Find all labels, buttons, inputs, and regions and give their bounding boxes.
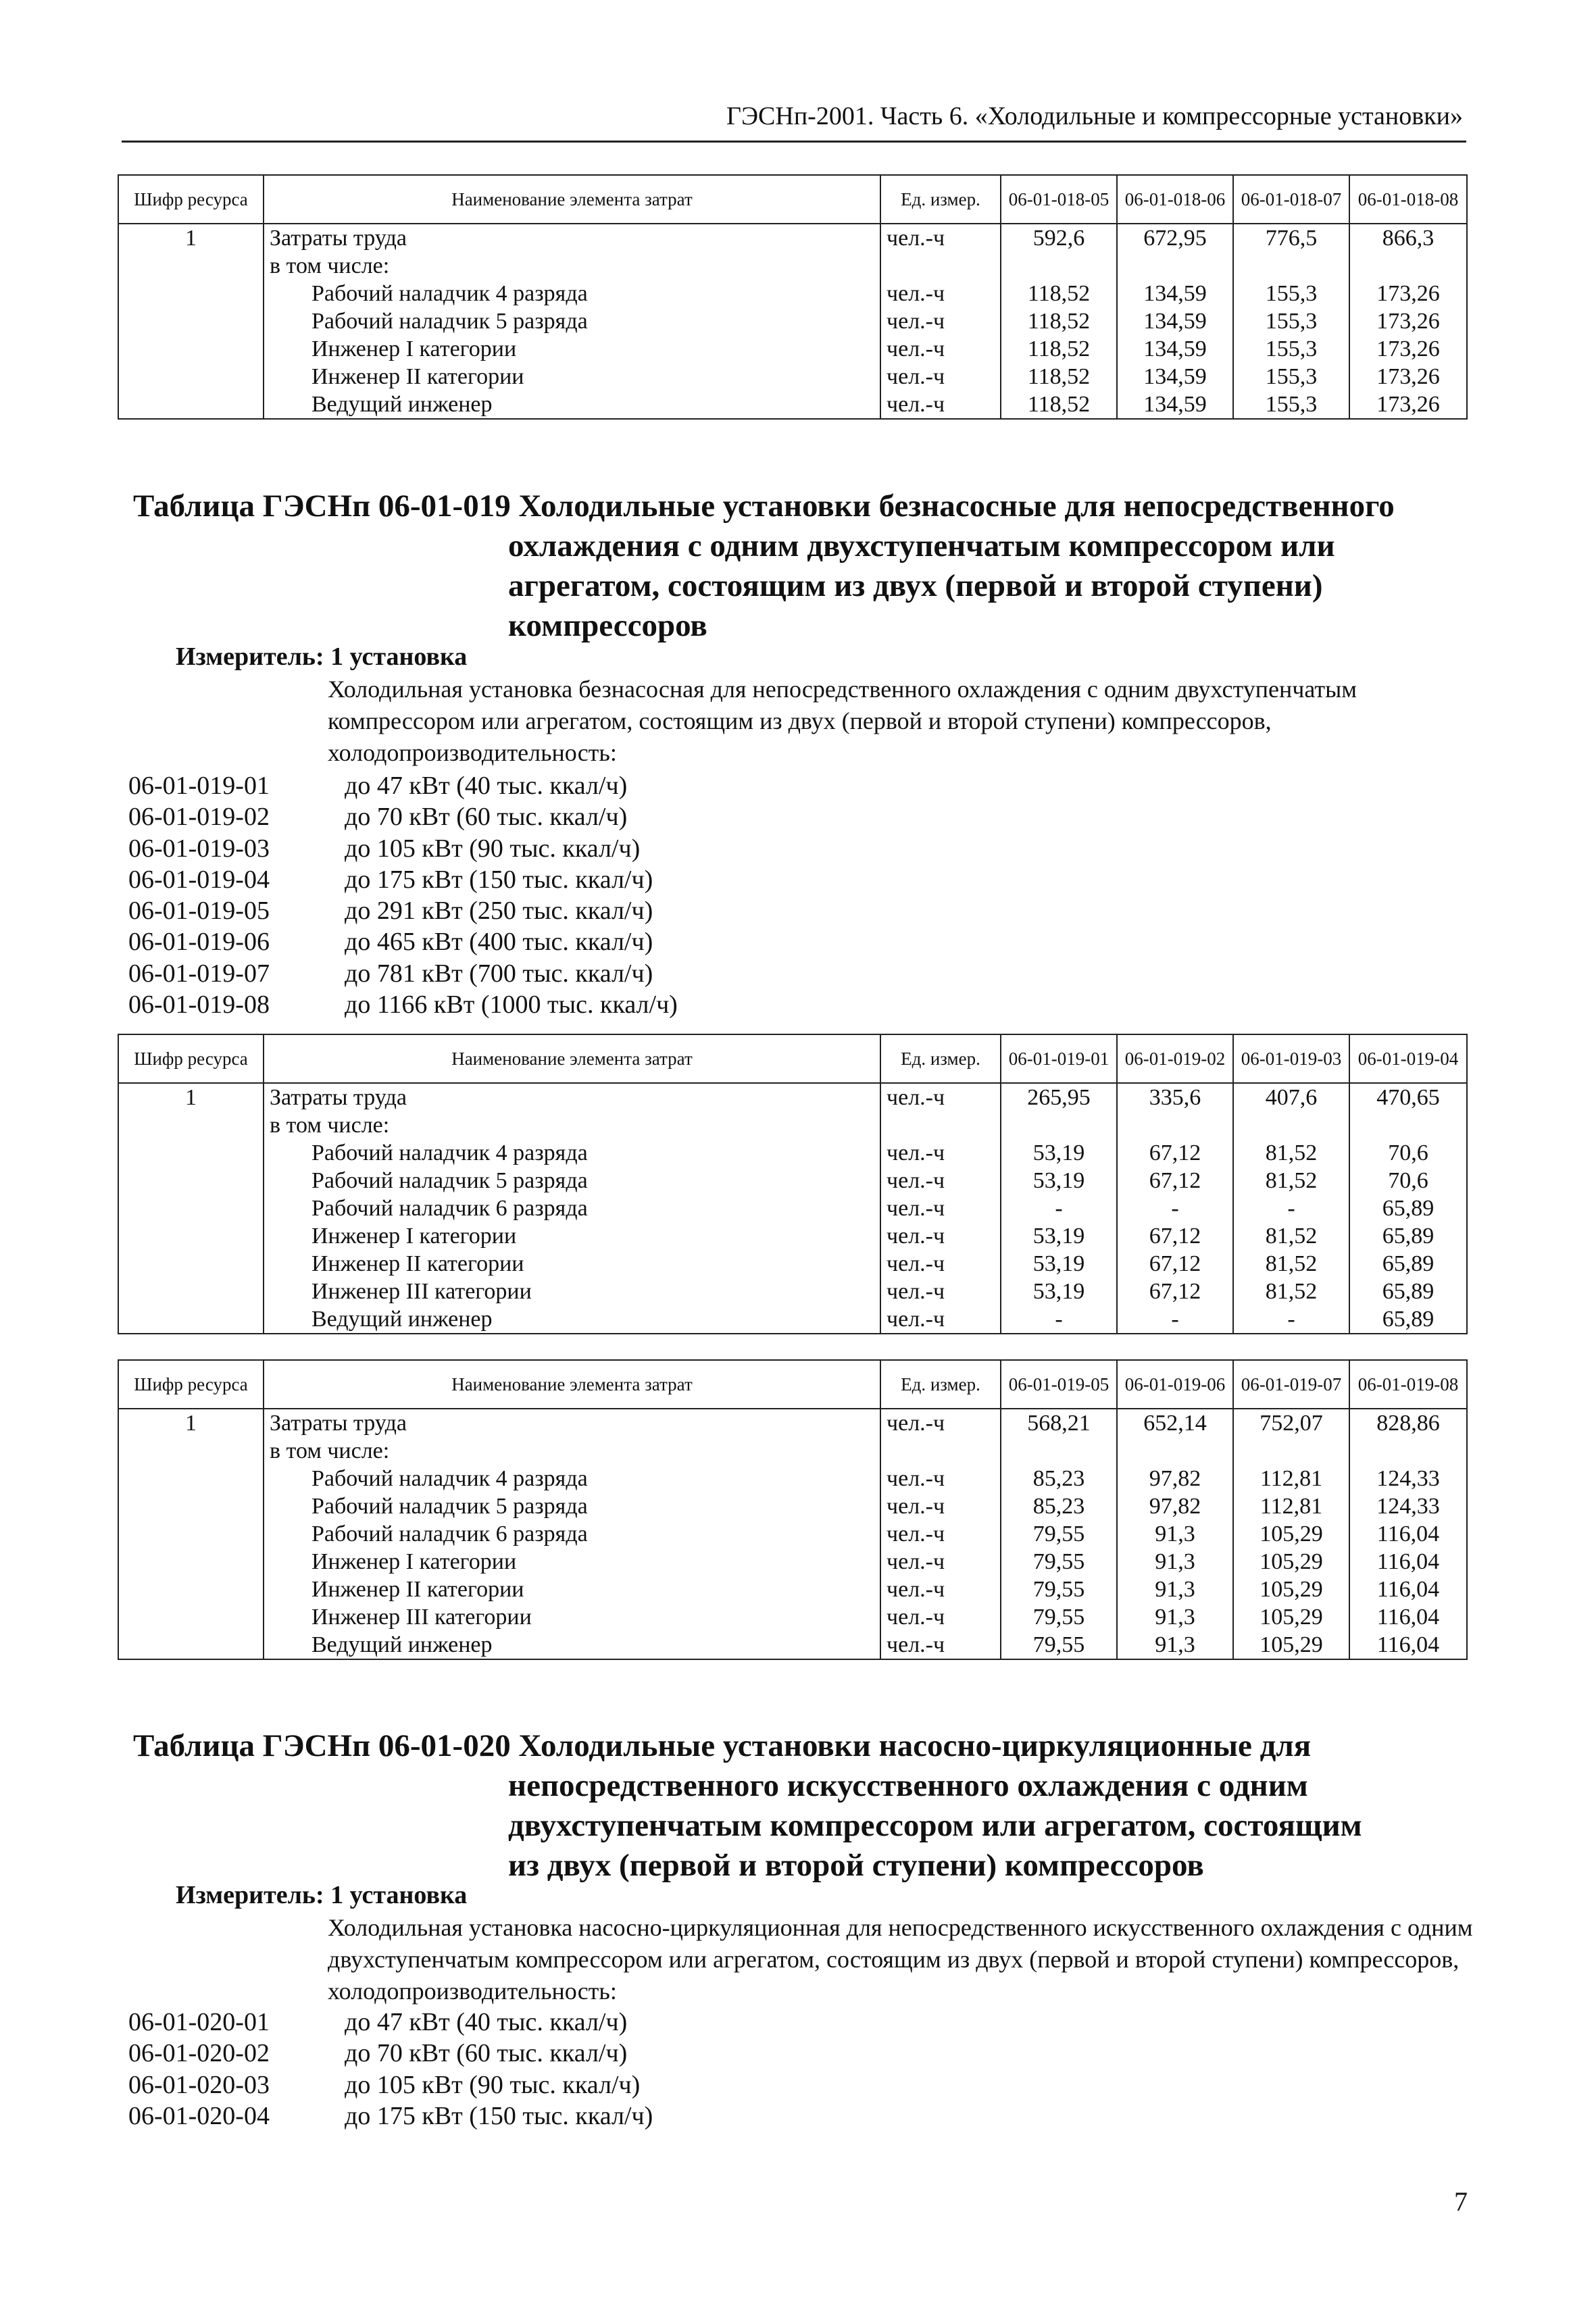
cell-value: 124,33 [1349, 1465, 1467, 1492]
running-header [122, 101, 1466, 143]
cell-name: Рабочий наладчик 4 разряда [264, 280, 880, 307]
cell-value: 112,81 [1233, 1492, 1349, 1520]
column-header-code: Шифр ресурса [118, 1360, 264, 1409]
section-title-line: из двух (первой и второй ступени) компрессоров [508, 1848, 1204, 1883]
cell-value: 118,52 [1001, 280, 1117, 307]
cell-code [118, 1492, 264, 1520]
cell-code [118, 1603, 264, 1631]
norm-code-row [128, 958, 678, 989]
cell-name: Рабочий наладчик 4 разряда [264, 1465, 880, 1492]
cell-name: в том числе: [264, 1111, 880, 1139]
cell-value: 81,52 [1233, 1167, 1349, 1194]
table-row [118, 1576, 1467, 1603]
norm-code-row [128, 2101, 653, 2132]
table-row [118, 1631, 1467, 1659]
table-row [118, 280, 1467, 307]
cell-value: 134,59 [1117, 280, 1233, 307]
cell-code [118, 1194, 264, 1222]
cell-value [1001, 1437, 1117, 1465]
column-header-name: Наименование элемента затрат [264, 1034, 880, 1083]
cell-value: 173,26 [1349, 391, 1467, 419]
cell-value: 81,52 [1233, 1278, 1349, 1305]
cell-unit: чел.-ч [880, 1305, 1001, 1334]
cell-value: 105,29 [1233, 1548, 1349, 1576]
cell-unit [880, 252, 1001, 280]
cell-value: 85,23 [1001, 1492, 1117, 1520]
cell-value [1349, 1111, 1467, 1139]
cell-value [1117, 1111, 1233, 1139]
cell-name: Затраты труда [264, 1083, 880, 1111]
norm-capacity: до 175 кВт (150 тыс. ккал/ч) [345, 865, 653, 894]
cell-code [118, 252, 264, 280]
cell-unit: чел.-ч [880, 1465, 1001, 1492]
cell-value: 91,3 [1117, 1603, 1233, 1631]
resource-table-019-01-04 [118, 1034, 1468, 1334]
cell-code [118, 1465, 264, 1492]
section-title-06-01-019 [133, 486, 1395, 646]
norm-capacity: до 105 кВт (90 тыс. ккал/ч) [345, 834, 641, 863]
norm-code: 06-01-020-02 [128, 2039, 270, 2068]
norm-code-row [128, 2069, 653, 2101]
cell-value: 155,3 [1233, 335, 1349, 363]
cell-value: 67,12 [1117, 1139, 1233, 1167]
table-row [118, 1305, 1467, 1334]
resource-table-018-05-08 [118, 174, 1468, 420]
cell-value: 79,55 [1001, 1576, 1117, 1603]
cell-name: Инженер II категории [264, 363, 880, 391]
cell-name: Инженер III категории [264, 1603, 880, 1631]
cell-name: Ведущий инженер [264, 1305, 880, 1334]
table-row [118, 1222, 1467, 1250]
column-header-norm: 06-01-018-07 [1233, 175, 1349, 224]
norm-code: 06-01-019-04 [128, 865, 270, 894]
table-header-row [118, 1034, 1467, 1083]
table-row [118, 1437, 1467, 1465]
table-header-row [118, 175, 1467, 224]
norm-code: 06-01-019-08 [128, 990, 270, 1020]
norm-capacity: до 291 кВт (250 тыс. ккал/ч) [345, 897, 653, 926]
cell-code: 1 [118, 224, 264, 252]
table-row [118, 335, 1467, 363]
cell-value [1233, 1111, 1349, 1139]
table-row [118, 391, 1467, 419]
cell-name: в том числе: [264, 1437, 880, 1465]
cell-value: 118,52 [1001, 307, 1117, 335]
cell-value: 70,6 [1349, 1167, 1467, 1194]
column-header-norm: 06-01-018-05 [1001, 175, 1117, 224]
cell-unit: чел.-ч [880, 1250, 1001, 1278]
norm-code: 06-01-020-03 [128, 2070, 270, 2099]
column-header-unit: Ед. измер. [880, 1034, 1001, 1083]
norm-code: 06-01-019-02 [128, 803, 270, 832]
cell-code [118, 1278, 264, 1305]
cell-value: 97,82 [1117, 1492, 1233, 1520]
norm-code-row [128, 895, 678, 926]
table-row [118, 224, 1467, 252]
cell-value: 91,3 [1117, 1548, 1233, 1576]
cell-unit: чел.-ч [880, 391, 1001, 419]
cell-code [118, 1111, 264, 1139]
table-row [118, 252, 1467, 280]
cell-unit [880, 1111, 1001, 1139]
cell-value: 65,89 [1349, 1194, 1467, 1222]
cell-value: 67,12 [1117, 1222, 1233, 1250]
cell-value: 134,59 [1117, 391, 1233, 419]
norm-capacity: до 105 кВт (90 тыс. ккал/ч) [345, 2070, 641, 2099]
norm-code: 06-01-020-01 [128, 2008, 270, 2036]
cell-code [118, 1548, 264, 1576]
cell-value: 265,95 [1001, 1083, 1117, 1111]
cell-value [1349, 1437, 1467, 1465]
cell-code [118, 1576, 264, 1603]
section-title-06-01-020 [133, 1726, 1362, 1886]
cell-value: 53,19 [1001, 1139, 1117, 1167]
norm-code: 06-01-019-06 [128, 928, 270, 957]
table-row [118, 1250, 1467, 1278]
cell-value: 65,89 [1349, 1278, 1467, 1305]
cell-value: 672,95 [1117, 224, 1233, 252]
cell-unit: чел.-ч [880, 1083, 1001, 1111]
cell-value: 124,33 [1349, 1492, 1467, 1520]
cell-unit: чел.-ч [880, 1492, 1001, 1520]
cell-value: 155,3 [1233, 280, 1349, 307]
cell-value: 407,6 [1233, 1083, 1349, 1111]
cell-code [118, 1250, 264, 1278]
cell-code: 1 [118, 1409, 264, 1437]
cell-value: 173,26 [1349, 363, 1467, 391]
cell-code [118, 1437, 264, 1465]
table-row [118, 1167, 1467, 1194]
cell-name: Ведущий инженер [264, 391, 880, 419]
cell-code [118, 363, 264, 391]
column-header-norm: 06-01-019-03 [1233, 1034, 1349, 1083]
table-row [118, 1409, 1467, 1437]
norm-code-row [128, 801, 678, 832]
norm-capacity: до 175 кВт (150 тыс. ккал/ч) [345, 2101, 653, 2130]
cell-value [1233, 252, 1349, 280]
cell-value: 53,19 [1001, 1167, 1117, 1194]
cell-unit: чел.-ч [880, 1222, 1001, 1250]
column-header-norm: 06-01-019-05 [1001, 1360, 1117, 1409]
cell-value: 155,3 [1233, 307, 1349, 335]
cell-value: 828,86 [1349, 1409, 1467, 1437]
cell-code: 1 [118, 1083, 264, 1111]
cell-name: Рабочий наладчик 5 разряда [264, 1492, 880, 1520]
section-description: Холодильная установка безнасосная для непосредственного охлаждения с одним двухступенчатым компрессором или агрегатом, состоящим из двух (первой и второй ступени) компрессоров, холодопроизводительность: [328, 676, 1357, 766]
cell-name: Инженер I категории [264, 335, 880, 363]
cell-value: 116,04 [1349, 1631, 1467, 1659]
cell-value: 866,3 [1349, 224, 1467, 252]
cell-value: - [1001, 1194, 1117, 1222]
cell-value: - [1001, 1305, 1117, 1334]
table-row [118, 1083, 1467, 1111]
resource-table-019-05-08 [118, 1359, 1468, 1660]
norm-code-row [128, 926, 678, 957]
cell-unit [880, 1437, 1001, 1465]
page-number: 7 [1454, 2186, 1468, 2217]
table-header-row [118, 1360, 1467, 1409]
section-title-line: Таблица ГЭСНп 06-01-019 Холодильные установки безнасосные для непосредственного [133, 488, 1395, 524]
column-header-code: Шифр ресурса [118, 175, 264, 224]
cell-value: 53,19 [1001, 1250, 1117, 1278]
cell-unit: чел.-ч [880, 1520, 1001, 1548]
cell-unit: чел.-ч [880, 224, 1001, 252]
cell-unit: чел.-ч [880, 335, 1001, 363]
cell-value: 470,65 [1349, 1083, 1467, 1111]
cell-value [1117, 252, 1233, 280]
cell-unit: чел.-ч [880, 1576, 1001, 1603]
norm-code-row [128, 2007, 653, 2038]
cell-code [118, 307, 264, 335]
cell-value: 67,12 [1117, 1250, 1233, 1278]
table-row [118, 1465, 1467, 1492]
cell-name: Инженер III категории [264, 1278, 880, 1305]
cell-name: Инженер I категории [264, 1222, 880, 1250]
cell-code [118, 335, 264, 363]
table-row [118, 307, 1467, 335]
cell-value: 118,52 [1001, 335, 1117, 363]
cell-unit: чел.-ч [880, 307, 1001, 335]
column-header-unit: Ед. измер. [880, 175, 1001, 224]
norm-code-row [128, 864, 678, 895]
cell-value: - [1117, 1194, 1233, 1222]
cell-code [118, 280, 264, 307]
cell-code [118, 1305, 264, 1334]
cell-value: 85,23 [1001, 1465, 1117, 1492]
table-row [118, 1194, 1467, 1222]
cell-name: Рабочий наладчик 6 разряда [264, 1194, 880, 1222]
cell-value: 173,26 [1349, 335, 1467, 363]
cell-value: - [1233, 1305, 1349, 1334]
column-header-norm: 06-01-018-08 [1349, 175, 1467, 224]
cell-value: 81,52 [1233, 1222, 1349, 1250]
running-header-title: ГЭСНп-2001. Часть 6. «Холодильные и компрессорные установки» [726, 102, 1463, 130]
cell-value: 70,6 [1349, 1139, 1467, 1167]
cell-value: 173,26 [1349, 280, 1467, 307]
cell-unit: чел.-ч [880, 1167, 1001, 1194]
cell-name: Инженер II категории [264, 1250, 880, 1278]
norm-capacity: до 781 кВт (700 тыс. ккал/ч) [345, 959, 653, 988]
cell-unit: чел.-ч [880, 363, 1001, 391]
cell-value: 116,04 [1349, 1603, 1467, 1631]
column-header-unit: Ед. измер. [880, 1360, 1001, 1409]
cell-value: 105,29 [1233, 1603, 1349, 1631]
cell-value: - [1117, 1305, 1233, 1334]
cell-value: 105,29 [1233, 1631, 1349, 1659]
cell-value [1001, 252, 1117, 280]
cell-name: Затраты труда [264, 224, 880, 252]
cell-code [118, 1139, 264, 1167]
column-header-norm: 06-01-019-04 [1349, 1034, 1467, 1083]
cell-value: 81,52 [1233, 1139, 1349, 1167]
cell-value: 112,81 [1233, 1465, 1349, 1492]
cell-value [1117, 1437, 1233, 1465]
table-row [118, 1492, 1467, 1520]
cell-value: 105,29 [1233, 1576, 1349, 1603]
table-row [118, 1520, 1467, 1548]
cell-name: Рабочий наладчик 6 разряда [264, 1520, 880, 1548]
cell-value: 134,59 [1117, 335, 1233, 363]
norm-code-row [128, 989, 678, 1020]
norm-capacity: до 1166 кВт (1000 тыс. ккал/ч) [345, 990, 678, 1020]
norm-capacity: до 465 кВт (400 тыс. ккал/ч) [345, 928, 653, 957]
cell-code [118, 1167, 264, 1194]
cell-value: 155,3 [1233, 391, 1349, 419]
norm-capacity: до 70 кВт (60 тыс. ккал/ч) [345, 2039, 628, 2068]
section-title-line: агрегатом, состоящим из двух (первой и второй ступени) [508, 568, 1323, 603]
cell-value: 568,21 [1001, 1409, 1117, 1437]
table-row [118, 1548, 1467, 1576]
table-row [118, 1278, 1467, 1305]
cell-unit: чел.-ч [880, 1603, 1001, 1631]
norm-codes-list [128, 2007, 653, 2132]
cell-value: 79,55 [1001, 1520, 1117, 1548]
cell-value: 97,82 [1117, 1465, 1233, 1492]
cell-value: 134,59 [1117, 307, 1233, 335]
cell-value: 79,55 [1001, 1603, 1117, 1631]
cell-unit: чел.-ч [880, 280, 1001, 307]
cell-unit: чел.-ч [880, 1194, 1001, 1222]
cell-value: 65,89 [1349, 1305, 1467, 1334]
cell-value: 105,29 [1233, 1520, 1349, 1548]
cell-name: Инженер I категории [264, 1548, 880, 1576]
cell-value: 335,6 [1117, 1083, 1233, 1111]
cell-value: 116,04 [1349, 1520, 1467, 1548]
norm-code: 06-01-019-03 [128, 834, 270, 863]
cell-value: 81,52 [1233, 1250, 1349, 1278]
section-description: Холодильная установка насосно-циркуляционная для непосредственного искусственного охлаждения с одним двухступенчатым компрессором или агрегатом, состоящим из двух (первой и второй ступени) компрессоров, холодопроизводительность: [328, 1914, 1473, 2005]
cell-code [118, 1631, 264, 1659]
cell-value: 752,07 [1233, 1409, 1349, 1437]
column-header-name: Наименование элемента затрат [264, 1360, 880, 1409]
cell-value: 652,14 [1117, 1409, 1233, 1437]
cell-value: 67,12 [1117, 1278, 1233, 1305]
cell-value: 53,19 [1001, 1278, 1117, 1305]
cell-value [1349, 252, 1467, 280]
table-row [118, 1111, 1467, 1139]
table-row [118, 363, 1467, 391]
cell-unit: чел.-ч [880, 1409, 1001, 1437]
cell-value: 118,52 [1001, 363, 1117, 391]
norm-capacity: до 70 кВт (60 тыс. ккал/ч) [345, 803, 628, 832]
section-title-line: двухступенчатым компрессором или агрегатом, состоящим [508, 1808, 1362, 1843]
column-header-code: Шифр ресурса [118, 1034, 264, 1083]
cell-name: Ведущий инженер [264, 1631, 880, 1659]
cell-value: 91,3 [1117, 1576, 1233, 1603]
cell-value: 53,19 [1001, 1222, 1117, 1250]
cell-value: 79,55 [1001, 1548, 1117, 1576]
norm-code: 06-01-019-05 [128, 897, 270, 926]
cell-name: Инженер II категории [264, 1576, 880, 1603]
table-row [118, 1603, 1467, 1631]
table-row [118, 1139, 1467, 1167]
cell-code [118, 391, 264, 419]
norm-code: 06-01-020-04 [128, 2101, 270, 2130]
norm-capacity: до 47 кВт (40 тыс. ккал/ч) [345, 2008, 628, 2036]
column-header-name: Наименование элемента затрат [264, 175, 880, 224]
cell-value: 592,6 [1001, 224, 1117, 252]
cell-value: 155,3 [1233, 363, 1349, 391]
cell-unit: чел.-ч [880, 1548, 1001, 1576]
cell-name: Рабочий наладчик 5 разряда [264, 307, 880, 335]
column-header-norm: 06-01-019-08 [1349, 1360, 1467, 1409]
section-title-line: Таблица ГЭСНп 06-01-020 Холодильные установки насосно-циркуляционные для [133, 1728, 1312, 1763]
cell-name: Рабочий наладчик 4 разряда [264, 1139, 880, 1167]
meter-label: Измеритель: 1 установка [176, 643, 468, 671]
cell-value [1001, 1111, 1117, 1139]
cell-unit: чел.-ч [880, 1139, 1001, 1167]
cell-value: 67,12 [1117, 1167, 1233, 1194]
cell-value: 134,59 [1117, 363, 1233, 391]
cell-value: 65,89 [1349, 1250, 1467, 1278]
cell-name: в том числе: [264, 252, 880, 280]
cell-value: 776,5 [1233, 224, 1349, 252]
section-title-line: непосредственного искусственного охлаждения с одним [508, 1768, 1308, 1803]
cell-value: 79,55 [1001, 1631, 1117, 1659]
cell-value: 91,3 [1117, 1520, 1233, 1548]
norm-capacity: до 47 кВт (40 тыс. ккал/ч) [345, 772, 628, 800]
cell-value: 118,52 [1001, 391, 1117, 419]
column-header-norm: 06-01-019-06 [1117, 1360, 1233, 1409]
cell-value: 116,04 [1349, 1548, 1467, 1576]
cell-code [118, 1520, 264, 1548]
cell-unit: чел.-ч [880, 1631, 1001, 1659]
meter-label: Измеритель: 1 установка [176, 1881, 468, 1909]
cell-value: 116,04 [1349, 1576, 1467, 1603]
cell-code [118, 1222, 264, 1250]
norm-codes-list [128, 770, 678, 1020]
section-title-line: компрессоров [508, 608, 707, 643]
norm-code-row [128, 833, 678, 864]
cell-name: Рабочий наладчик 5 разряда [264, 1167, 880, 1194]
cell-value: 91,3 [1117, 1631, 1233, 1659]
norm-code-row [128, 770, 678, 801]
section-title-line: охлаждения с одним двухступенчатым компрессором или [508, 528, 1335, 563]
cell-name: Затраты труда [264, 1409, 880, 1437]
column-header-norm: 06-01-018-06 [1117, 175, 1233, 224]
cell-value [1233, 1437, 1349, 1465]
column-header-norm: 06-01-019-01 [1001, 1034, 1117, 1083]
norm-code: 06-01-019-07 [128, 959, 270, 988]
cell-unit: чел.-ч [880, 1278, 1001, 1305]
norm-code-row [128, 2038, 653, 2069]
cell-value: - [1233, 1194, 1349, 1222]
cell-value: 173,26 [1349, 307, 1467, 335]
cell-value: 65,89 [1349, 1222, 1467, 1250]
column-header-norm: 06-01-019-02 [1117, 1034, 1233, 1083]
column-header-norm: 06-01-019-07 [1233, 1360, 1349, 1409]
norm-code: 06-01-019-01 [128, 772, 270, 800]
